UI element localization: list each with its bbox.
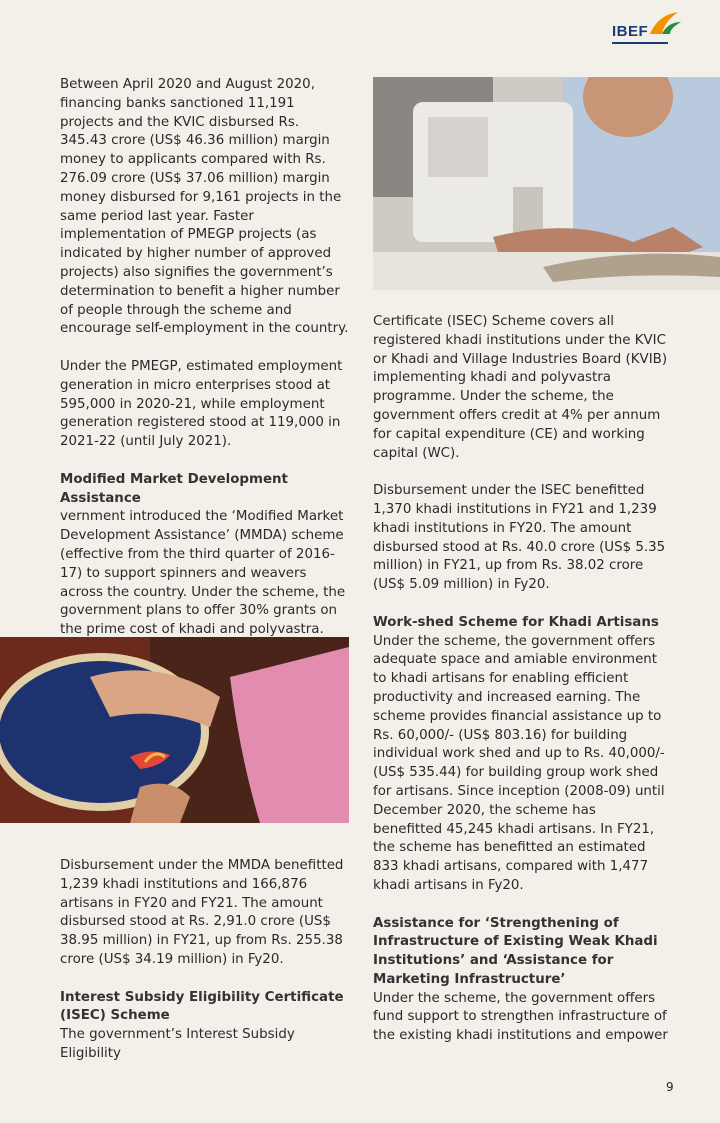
paragraph-pmegp-employment: Under the PMEGP, estimated employment generation in micro enterprises stood at 595,000 in 2020-21, while employment generation registered stood at 119,000 in 2021-22 (until July 2021). xyxy=(60,358,343,450)
heading-work-shed: Work-shed Scheme for Khadi Artisans xyxy=(373,614,659,630)
sewing-machine-photo xyxy=(373,77,720,290)
paragraph-pmegp-financing: Between April 2020 and August 2020, financing banks sanctioned 11,191 projects and the KVIC disbursed Rs. 345.43 crore (US$ 46.36 million) margin money to applicants compared with Rs. 276.09 crore (US$ 37.06 million) margin money disbursed for 9,161 projects in the same period last year. Faster implementation of PMEGP projects (as indicated by higher number of approved projects) also signifies the government’s determination to benefit a higher number of people through the scheme and encourage self-employment in the country. xyxy=(60,77,349,337)
embroidery-photo xyxy=(0,637,349,823)
heading-isec: Interest Subsidy Eligibility Certificate (ISEC) Scheme xyxy=(60,989,344,1024)
logo-swoosh-icon xyxy=(648,10,682,36)
heading-strengthening-infrastructure: Assistance for ‘Strengthening of Infrastructure of Existing Weak Khadi Institutions’ and ‘Assistance for Marketing Infrastructure’ xyxy=(373,915,658,987)
paragraph-isec-intro: The government’s Interest Subsidy Eligibility xyxy=(60,1027,295,1061)
paragraph-isec-cont: Certificate (ISEC) Scheme covers all registered khadi institutions under the KVIC or Khadi and Village Industries Board (KVIB) implementing khadi and polyvastra programme. Under the scheme, the government offers credit at 4% per annum for capital expenditure (CE) and working capital (WC). xyxy=(373,314,668,461)
paragraph-mmda-disbursement: Disbursement under the MMDA benefitted 1,239 khadi institutions and 166,876 artisans in FY20 and FY21. The amount disbursed stood at Rs. 2,91.0 crore (US$ 38.95 million) in FY21, up from Rs. 255.38 crore (US$ 34.19 million) in Fy20. xyxy=(60,858,344,967)
paragraph-strengthening-infrastructure: Under the scheme, the government offers fund support to strengthen infrastructure of the existing khadi institutions and empower xyxy=(373,990,668,1044)
paragraph-work-shed: Under the scheme, the government offers adequate space and amiable environment to khadi artisans for enabling efficient productivity and increased earning. The scheme provides financial assistance up to Rs. 60,000/- (US$ 803.16) for building individual work shed and up to Rs. 40,000/- (US$ 535.44) for building group work shed for artisans. Since inception (2008-09) until December 2020, the scheme has benefitted 45,245 khadi artisans. In FY21, the scheme has benefitted an estimated 833 khadi artisans, compared with 1,477 khadi artisans in Fy20. xyxy=(373,633,665,893)
ibef-logo xyxy=(612,10,686,50)
left-column xyxy=(60,76,350,659)
paragraph-isec-disbursement: Disbursement under the ISEC benefitted 1,370 khadi institutions in FY21 and 1,239 khadi institutions in FY20. The amount disbursed stood at Rs. 40.0 crore (US$ 5.35 million) in FY21, up from Rs. 38.02 crore (US$ 5.09 million) in Fy20. xyxy=(373,483,666,593)
page-number: 9 xyxy=(666,1080,674,1094)
paragraph-mmda: vernment introduced the ‘Modified Market Development Assistance’ (MMDA) scheme (effective from the third quarter of 2016-17) to support spinners and weavers across the country. Under the scheme, the government plans to offer 30% grants on the prime cost of khadi and polyvastra. xyxy=(60,509,346,638)
heading-mmda: Modified Market Development Assistance xyxy=(60,471,288,506)
right-column xyxy=(373,313,669,1065)
left-column-lower xyxy=(60,857,352,1083)
logo-text: IBEF xyxy=(612,23,649,40)
